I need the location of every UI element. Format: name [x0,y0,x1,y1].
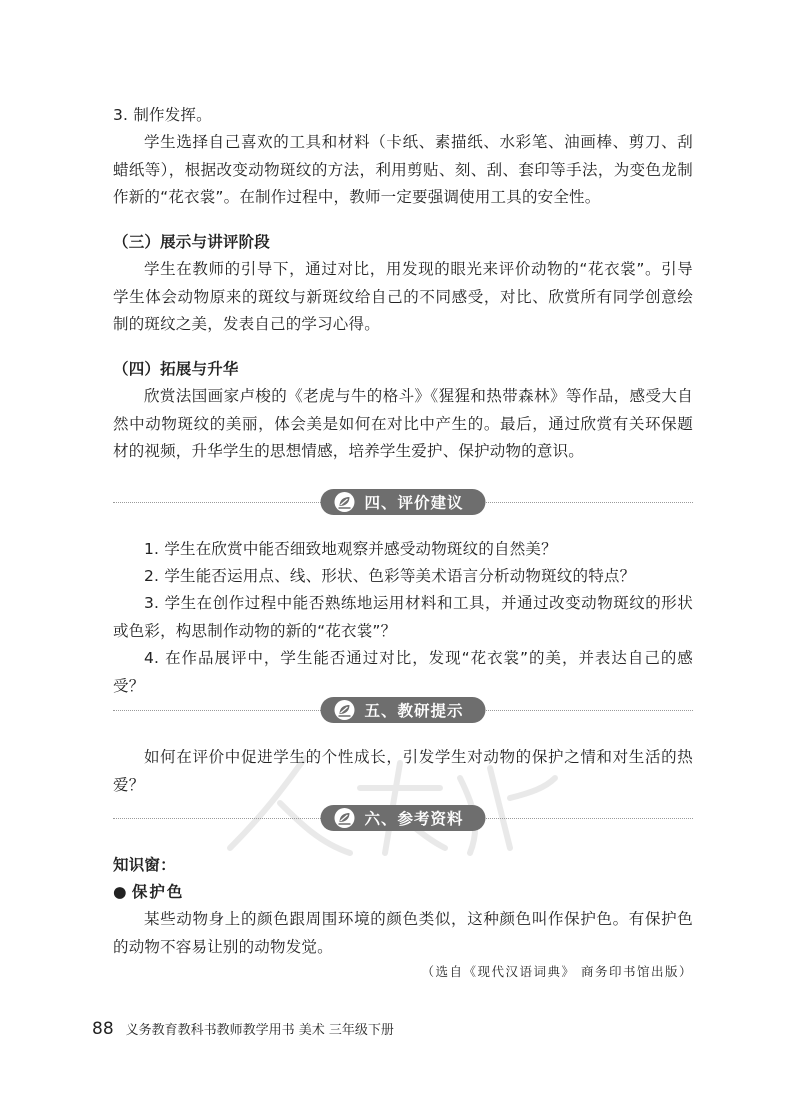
section5-text: 如何在评价中促进学生的个性成长，引发学生对动物的保护之情和对生活的热爱？ [113,748,693,794]
book-leaf-icon [334,492,354,512]
list-item: 1. 学生在欣赏中能否细致地观察并感受动物斑纹的自然美？ [144,540,557,558]
page-number: 88 [92,1019,114,1039]
book-leaf-icon [334,808,354,828]
section6-title: 六、参考资料 [364,810,464,828]
stage3-heading: （三）展示与讲评阶段 [113,233,271,251]
section4-title: 四、评价建议 [364,494,464,512]
section5-divider [113,697,693,725]
section6-badge [320,805,485,831]
section5-title: 五、教研提示 [364,702,464,720]
bullet-title: 保护色 [131,883,185,901]
bullet-heading [113,879,693,907]
bullet-icon: ● [113,883,127,901]
stage3-text: 学生在教师的引导下，通过对比，用发现的眼光来评价动物的“花衣裳”。引导学生体会动物原来的斑纹与新斑纹给自己的不同感受，对比、欣赏所有同学创意绘制的斑纹之美，发表自己的学习心得。 [113,260,693,333]
stage4-heading: （四）拓展与升华 [113,360,239,378]
book-leaf-icon [334,700,354,720]
stage4-text: 欣赏法国画家卢梭的《老虎与牛的格斗》《猩猩和热带森林》等作品，感受大自然中动物斑纹的美丽，体会美是如何在对比中产生的。最后，通过欣赏有关环保题材的视频，升华学生的思想情感，培养学生爱护、保护动物的意识。 [113,387,693,460]
knowledge-label: 知识窗： [113,856,176,874]
source-citation: （选自《现代汉语词典》 商务印书馆出版） [421,964,693,979]
section4-divider [113,489,693,517]
section6-divider [113,805,693,833]
section4-badge [320,489,485,515]
definition-text: 某些动物身上的颜色跟周围环境的颜色类似，这种颜色叫作保护色。有保护色的动物不容易让别的动物发觉。 [113,910,693,956]
book-title: 义务教育教科书教师教学用书 美术 三年级下册 [125,1023,394,1038]
section5-badge [320,697,485,723]
step3-text: 学生选择自己喜欢的工具和材料（卡纸、素描纸、水彩笔、油画棒、剪刀、刮蜡纸等），根据改变动物斑纹的方法，利用剪贴、刻、刮、套印等手法，为变色龙制作新的“花衣裳”。在制作过程中，教师一定要强调使用工具的安全性。 [113,133,693,206]
list-item: 2. 学生能否运用点、线、形状、色彩等美术语言分析动物斑纹的特点？ [144,567,636,585]
page-footer [92,1019,394,1039]
list-item: 3. 学生在创作过程中能否熟练地运用材料和工具，并通过改变动物斑纹的形状或色彩，构思制作动物的新的“花衣裳”？ [113,594,693,640]
step3-title: 3. 制作发挥。 [113,106,212,124]
list-item: 4. 在作品展评中，学生能否通过对比，发现“花衣裳”的美，并表达自己的感受？ [113,649,693,695]
